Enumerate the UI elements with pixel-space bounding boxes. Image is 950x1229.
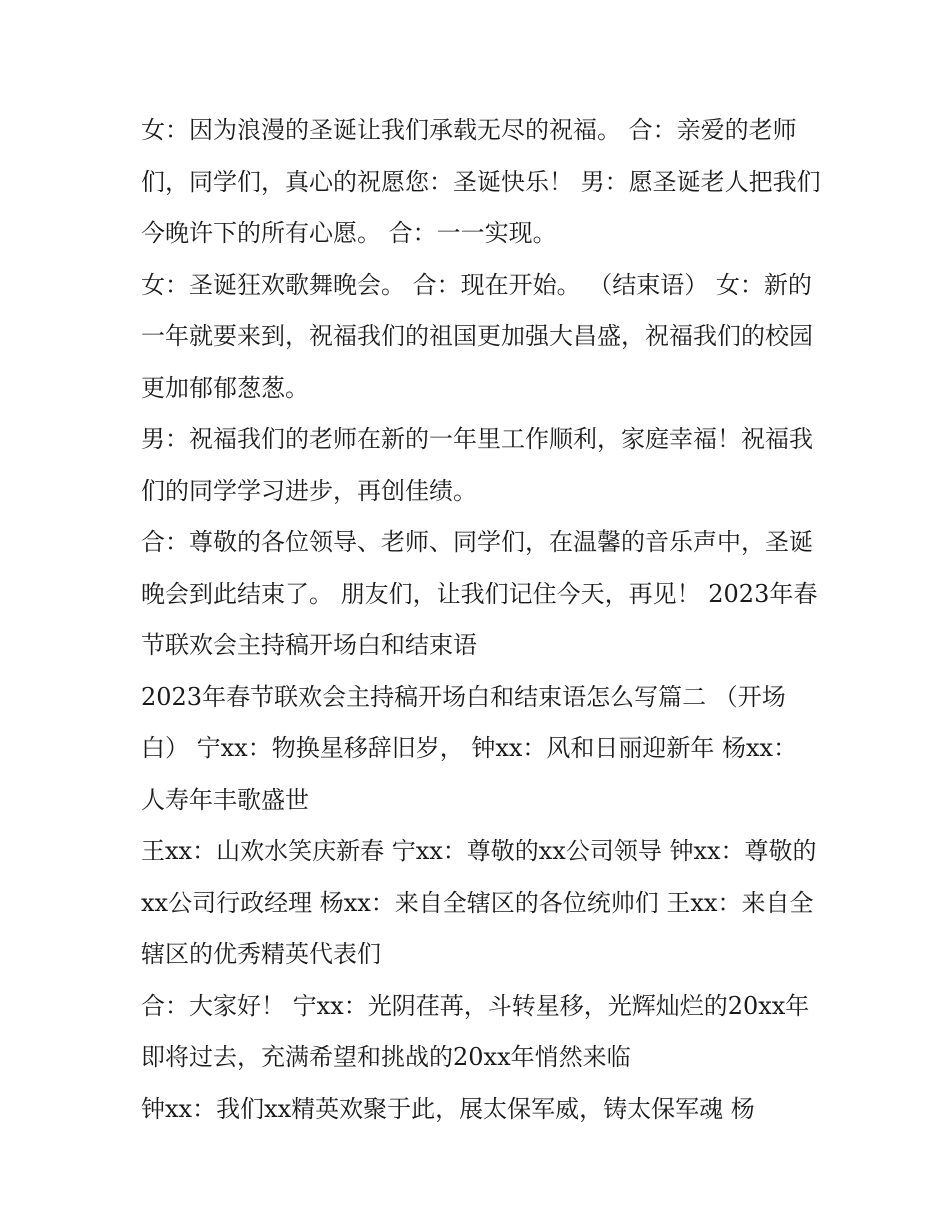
paragraph: 王xx：山欢水笑庆新春 宁xx：尊敬的xx公司领导 钟xx：尊敬的xx公司行政经理 杨xx：来自全辖区的各位统帅们 王xx：来自全辖区的优秀精英代表们 (141, 837, 817, 968)
paragraph: 女：圣诞狂欢歌舞晚会。 合：现在开始。 （结束语） 女：新的一年就要来到，祝福我们的祖国更加强大昌盛，祝福我们的校园更加郁郁葱葱。 (141, 270, 813, 402)
paragraph: 女：因为浪漫的圣诞让我们承载无尽的祝福。 合：亲爱的老师们，同学们，真心的祝愿您：圣诞快乐！ 男：愿圣诞老人把我们今晚许下的所有心愿。 合：一一实现。 (141, 116, 821, 247)
paragraph: 合：大家好！ 宁xx：光阴荏苒，斗转星移，光辉灿烂的20xx年即将过去，充满希望和挑战的20xx年悄然来临 (141, 991, 810, 1071)
document-body (141, 105, 821, 1135)
paragraph: 合：尊敬的各位领导、老师、同学们，在温馨的音乐声中，圣诞晚会到此结束了。 朋友们，让我们记住今天，再见！ 2023年春节联欢会主持稿开场白和结束语 (141, 528, 818, 659)
paragraph: 钟xx：我们xx精英欢聚于此，展太保军威，铸太保军魂 杨 (141, 1094, 755, 1123)
paragraph: 2023年春节联欢会主持稿开场白和结束语怎么写篇二 （开场白） 宁xx：物换星移辞旧岁， 钟xx：风和日丽迎新年 杨xx：人寿年丰歌盛世 (141, 682, 798, 814)
paragraph: 男：祝福我们的老师在新的一年里工作顺利，家庭幸福！祝福我们的同学学习进步，再创佳绩。 (141, 425, 813, 505)
